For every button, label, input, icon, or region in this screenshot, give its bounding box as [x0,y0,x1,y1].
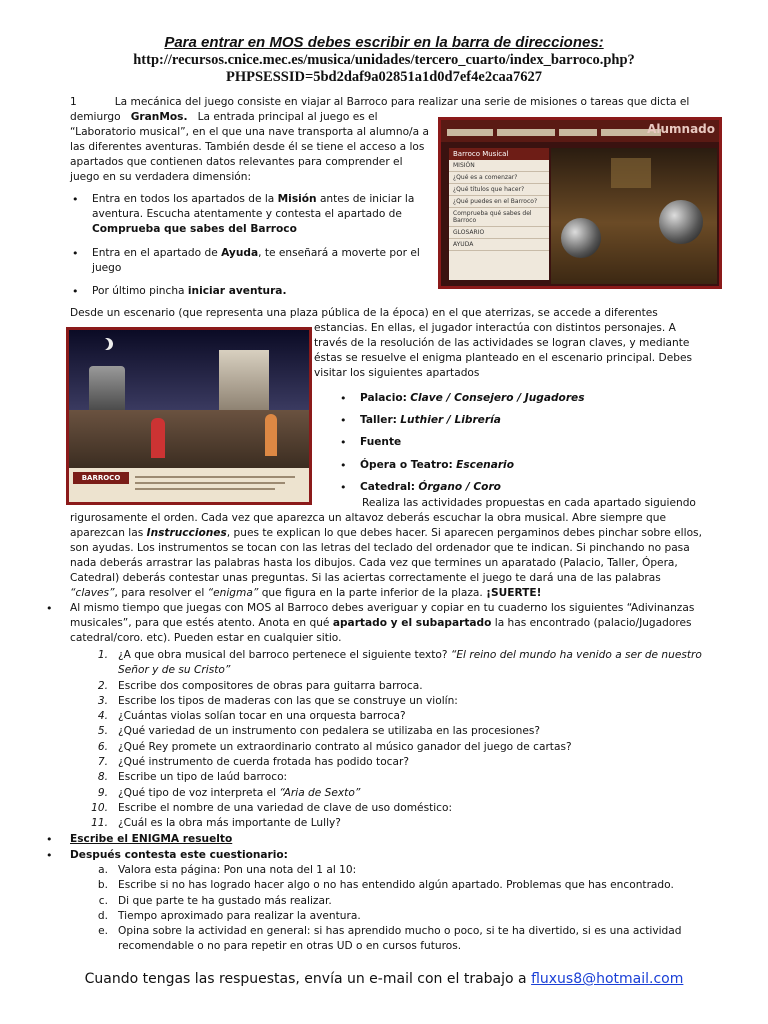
laboratorio-screenshot [438,117,722,289]
intro-line-3: “Laboratorio musical”, en el que una nave transporta al alumno/a a [70,126,429,138]
screenshot-menu [449,148,549,280]
character-red [151,418,165,458]
activities-text: , para resolver el [114,587,208,599]
riddles-line-3: catedral/coro. etc). Pueden estar en cualquier sitio. [70,632,342,644]
url-line-1: http://recursos.cnice.mec.es/musica/unidades/tercero_cuarto/index_barroco.php? [133,52,635,68]
survey-text: Opina sobre la actividad en general: si has aprendido mucho o poco, si te ha divertido, si es una actividad [118,925,682,938]
plaza-panel [69,468,309,502]
suerte-word: ¡SUERTE! [486,587,542,599]
sphere-right [659,200,703,244]
intro-line-2 [70,110,430,125]
question-number: 8. [97,771,108,784]
bullet-iniciar [92,284,432,299]
question-1-cont [86,663,716,678]
riddles-line-1: Al mismo tiempo que juegas con MOS al Barroco debes averiguar y copiar en tu cuaderno los siguientes “Adivinanzas [70,602,695,614]
place-opera [360,458,514,473]
scene-wall [611,158,651,188]
place-name: Catedral: [360,481,415,493]
bullet-bold: iniciar aventura. [187,285,287,297]
bullet-text: Por último pincha [92,285,188,297]
screenshot-menu-item: ¿Qué puedes en el Barroco? [449,196,549,208]
alumnado-logo: Alumnado [647,122,715,136]
instrucciones-label: Instrucciones [146,527,227,539]
activities-text: aparezcan las [70,527,147,539]
survey-text: Escribe si no has logrado hacer algo o no has entendido algún apartado. Problemas que has encontrado. [118,879,674,892]
bullet-dot: • [46,602,53,615]
question-9 [86,786,716,801]
intro-line-1 [70,95,710,110]
survey-c [86,894,716,909]
question-number: 11. [91,817,108,830]
intro-line-5: apartados que contienen datos relevantes para comprender el [70,156,403,168]
survey-letter: b. [97,879,108,892]
bullet-dot: • [340,459,347,472]
question-quote: Señor y de su Cristo” [118,664,231,677]
survey-letter: d. [97,909,108,922]
bullet-dot: • [46,849,53,862]
riddles-line-2 [70,616,710,631]
screenshot-menu-item: ¿Qué es a comenzar? [449,172,549,184]
intro-text-1: La mecánica del juego consiste en viajar al Barroco para realizar una serie de misiones o tareas que dicta el [114,96,690,108]
survey-text: recomendable o no para repetir en otras UD o en cursos futuros. [118,940,462,953]
question-3 [86,694,716,709]
screenshot-menu-item: AYUDA [449,239,549,251]
question-text: Escribe dos compositores de obras para guitarra barroca. [118,679,423,692]
place-detail: Luthier / Librería [400,414,501,426]
barroco-label: BARROCO [73,472,129,484]
bullet-ayuda [92,246,432,261]
screenshot-title: Barroco Musical [449,148,549,160]
question-number: 2. [97,679,108,692]
question-5 [86,724,716,739]
bullet-dot: • [72,285,79,298]
plaza-screenshot [66,327,312,505]
panel-line [135,482,285,484]
claves-word: “claves” [70,587,115,599]
question-number: 4. [97,710,108,723]
survey-text: Di que parte te ha gustado más realizar. [118,894,332,907]
bullet-dot: • [340,436,347,449]
activities-text: que figura en la parte inferior de la plaza. [258,587,487,599]
header [60,34,708,86]
scenario-line-5: visitar los siguientes apartados [314,367,480,379]
question-text: Escribe el nombre de una variedad de clave de uso doméstico: [118,801,453,814]
place-detail: Clave / Consejero / Jugadores [410,392,585,404]
activities-line-1: Realiza las actividades propuestas en cada apartado siguiendo [362,497,696,509]
question-quote: “El reino del mundo ha venido a ser de nuestro [450,649,702,661]
section-number: 1 [70,96,77,108]
screenshot-toolbar [441,120,719,142]
question-quote: “Aria de Sexto” [279,786,361,799]
place-taller [360,413,501,428]
question-1 [86,648,716,663]
question-text: ¿A que obra musical del barroco pertenece el siguiente texto? [118,649,451,661]
bullet-dot: • [340,414,347,427]
question-text: ¿Qué instrumento de cuerda frotada has podido tocar? [118,756,409,769]
question-8 [86,770,716,785]
place-name: Fuente [360,436,402,448]
fountain [89,366,125,414]
place-catedral [360,480,501,495]
bullet-dot: • [46,833,53,846]
activities-line-5: nada deberás arrastrar las palabras hasta los dibujos. Cada vez que termines un aparatado (Palacio, Taller, Ópera, [70,557,678,569]
place-name: Ópera o Teatro: [360,459,453,471]
question-text: ¿Cuántas violas solían tocar en una orquesta barroca? [118,710,406,723]
bullet-dot: • [340,481,347,494]
question-number: 5. [97,725,108,738]
question-number: 9. [97,786,108,799]
survey-letter: c. [98,894,108,907]
enigma-heading [70,832,232,847]
intro-text-2a: demiurgo [70,111,121,123]
comprueba-label: Comprueba que sabes del Barroco [92,223,297,235]
activities-line-2: rigurosamente el orden. Cada vez que aparezca un altavoz deberás escuchar la obra musical. Abre siempre que [70,512,667,524]
activities-line-7 [70,586,710,601]
cathedral [219,350,269,412]
activities-text: , pues te explican lo que debes hacer. Si aparecen pergaminos debes pinchar sobre ellos, [226,527,702,539]
question-number: 3. [97,694,108,707]
question-text: ¿Qué tipo de voz interpreta el [118,786,280,799]
survey-d [86,909,716,924]
place-fuente [360,435,401,450]
survey-heading-text: Después contesta este cuestionario: [70,849,288,861]
question-text: Escribe un tipo de laúd barroco: [118,771,288,784]
bullet-mision [92,192,432,207]
place-detail: Escenario [456,459,514,471]
laboratorio-scene [551,148,717,284]
moon-icon [97,338,109,350]
screenshot-menu-item: MISIÓN [449,160,549,172]
question-text: ¿Qué variedad de un instrumento con pedalera se utilizaba en las procesiones? [118,725,540,738]
place-detail: Órgano / Coro [418,481,501,493]
survey-e [86,924,716,939]
survey-text: Valora esta página: Pon una nota del 1 al 10: [118,864,357,876]
bullet-mision-3 [92,222,432,237]
survey-letter: a. [98,864,108,876]
activities-line-3 [70,526,710,541]
place-name: Palacio: [360,392,407,404]
riddles-text: la has encontrado (palacio/Jugadores [491,617,692,629]
survey-a [86,863,716,878]
scenario-line-1: Desde un escenario (que representa una plaza pública de la época) en el que aterrizas, se accede a diferentes [70,307,658,319]
riddles-text: musicales”, para que estés atento. Anota en qué [70,617,333,629]
intro-line-6: juego en su verdadera dimensión: [70,171,252,183]
scenario-line-2: estancias. En ellas, el jugador interactúa con distintos personajes. A [314,322,676,334]
bullet-dot: • [72,247,79,260]
bullet-dot: • [340,392,347,405]
bullet-bold: Ayuda [221,247,259,259]
survey-b [86,878,716,893]
panel-line [135,476,295,478]
bullet-mision-2: aventura. Escucha atentamente y contesta el apartado de [92,208,402,220]
character-orange [265,414,277,456]
question-number: 7. [97,756,108,769]
screenshot-menu-item: GLOSARIO [449,227,549,239]
apartado-bold: apartado y el subapartado [332,617,492,629]
intro-text-2c: La entrada principal al juego es el [197,111,378,123]
question-10 [86,801,716,816]
question-text: ¿Cuál es la obra más importante de Lully? [118,817,341,830]
survey-heading [70,848,288,863]
question-2 [86,679,716,694]
activities-line-4: son ayudas. Los instrumentos se tocan con las letras del teclado del ordenador que te indican. Si pinchando no pasa [70,542,690,554]
email-link[interactable]: fluxus8@hotmail.com [531,971,684,987]
bullet-text: antes de iniciar la [316,193,415,205]
bullet-text: Entra en el apartado de [92,247,222,259]
footer [0,971,768,987]
survey-text: Tiempo aproximado para realizar la aventura. [118,909,361,922]
questions-list [86,648,716,832]
question-text: ¿Qué Rey promete un extraordinario contrato al músico ganador del juego de cartas? [118,740,572,753]
page-title: Para entrar en MOS debes escribir en la barra de direcciones: [164,34,604,51]
intro-line-4: las diferentes aventuras. También desde él se tiene el acceso a los [70,141,425,153]
bullet-bold: Misión [277,193,317,205]
question-number: 1. [97,649,108,661]
survey-list [86,863,716,955]
enigma-word: “enigma” [207,587,259,599]
question-text: Escribe los tipos de maderas con las que se construye un violín: [118,694,458,707]
place-name: Taller: [360,414,397,426]
bullet-ayuda-2: juego [92,262,122,274]
question-number: 6. [97,740,108,753]
bullet-text: Entra en todos los apartados de la [92,193,278,205]
footer-text: Cuando tengas las respuestas, envía un e-mail con el trabajo a [84,971,532,987]
scenario-line-3: través de la resolución de las actividades se logran claves, y mediante [314,337,690,349]
survey-e-cont [86,939,716,954]
question-6 [86,740,716,755]
panel-line [135,488,275,490]
granmos-name: GranMos. [130,111,188,123]
question-number: 10. [91,801,108,814]
question-11 [86,816,716,831]
bullet-dot: • [72,193,79,206]
activities-line-6: Catedral) deberás contestar unas preguntas. Si las aciertas correctamente el juego te dará una de las palabras [70,572,661,584]
screenshot-menu-item: Comprueba qué sabes del Barroco [449,208,549,227]
url-line-2: PHPSESSID=5bd2daf9a02851a1d0d7ef4e2caa7627 [225,69,543,85]
question-4 [86,709,716,724]
bullet-text: , te enseñará a moverte por el [258,247,420,259]
screenshot-menu-item: ¿Qué títulos que hacer? [449,184,549,196]
survey-letter: e. [98,925,108,938]
sphere-left [561,218,601,258]
enigma-text: Escribe el ENIGMA resuelto [70,833,233,845]
question-7 [86,755,716,770]
scenario-line-4: éstas se resuelve el enigma planteado en el escenario principal. Debes [314,352,692,364]
place-palacio [360,391,585,406]
